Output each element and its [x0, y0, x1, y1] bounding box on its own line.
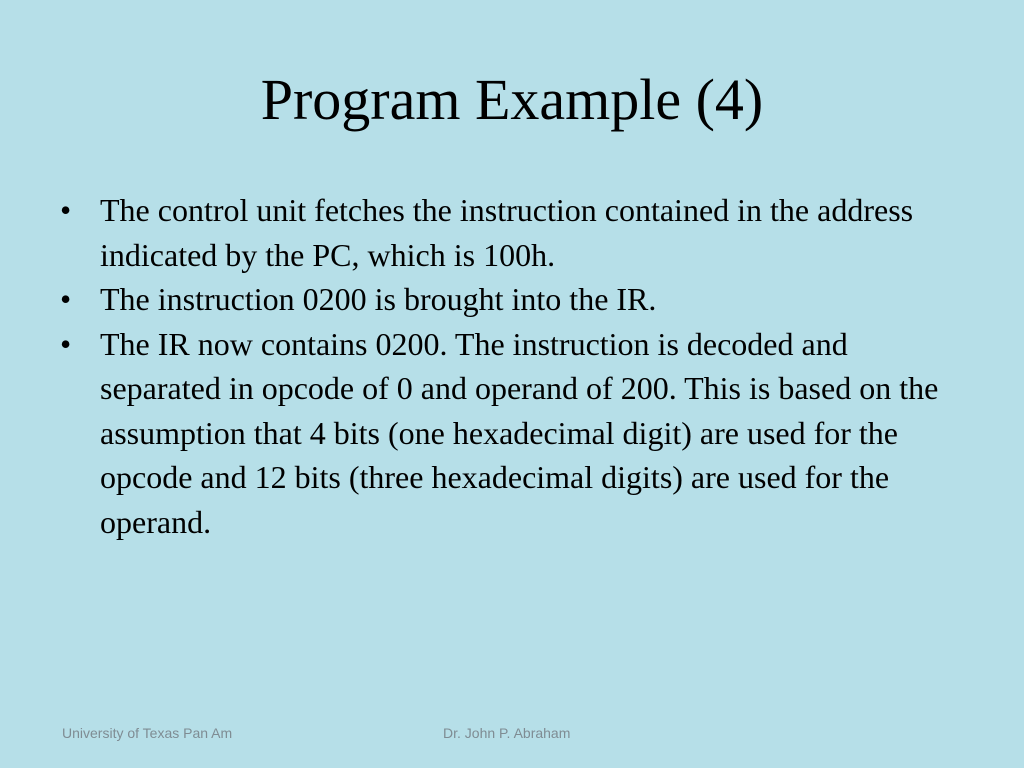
bullet-text: The instruction 0200 is brought into the IR. [100, 281, 657, 317]
footer-author: Dr. John P. Abraham [443, 725, 571, 741]
footer-institution: University of Texas Pan Am [62, 725, 233, 741]
bullet-item [56, 277, 956, 322]
bullet-item [56, 188, 956, 277]
bullet-item [56, 322, 956, 545]
bullet-text: The IR now contains 0200. The instruction is decoded and separated in opcode of 0 and operand of 200. This is based on the assumption that 4 bits (one hexadecimal digit) are used for the opcode and 12 bits (three hexadecimal digits) are used for the operand. [100, 325, 939, 540]
bullet-list [56, 188, 956, 544]
bullet-marker: • [60, 325, 72, 362]
bullet-marker: • [60, 281, 72, 317]
bullet-text: The control unit fetches the instruction contained in the address indicated by the PC, which is 100h. [100, 192, 914, 273]
bullet-marker: • [60, 192, 72, 228]
slide-title: Program Example (4) [260, 67, 764, 132]
